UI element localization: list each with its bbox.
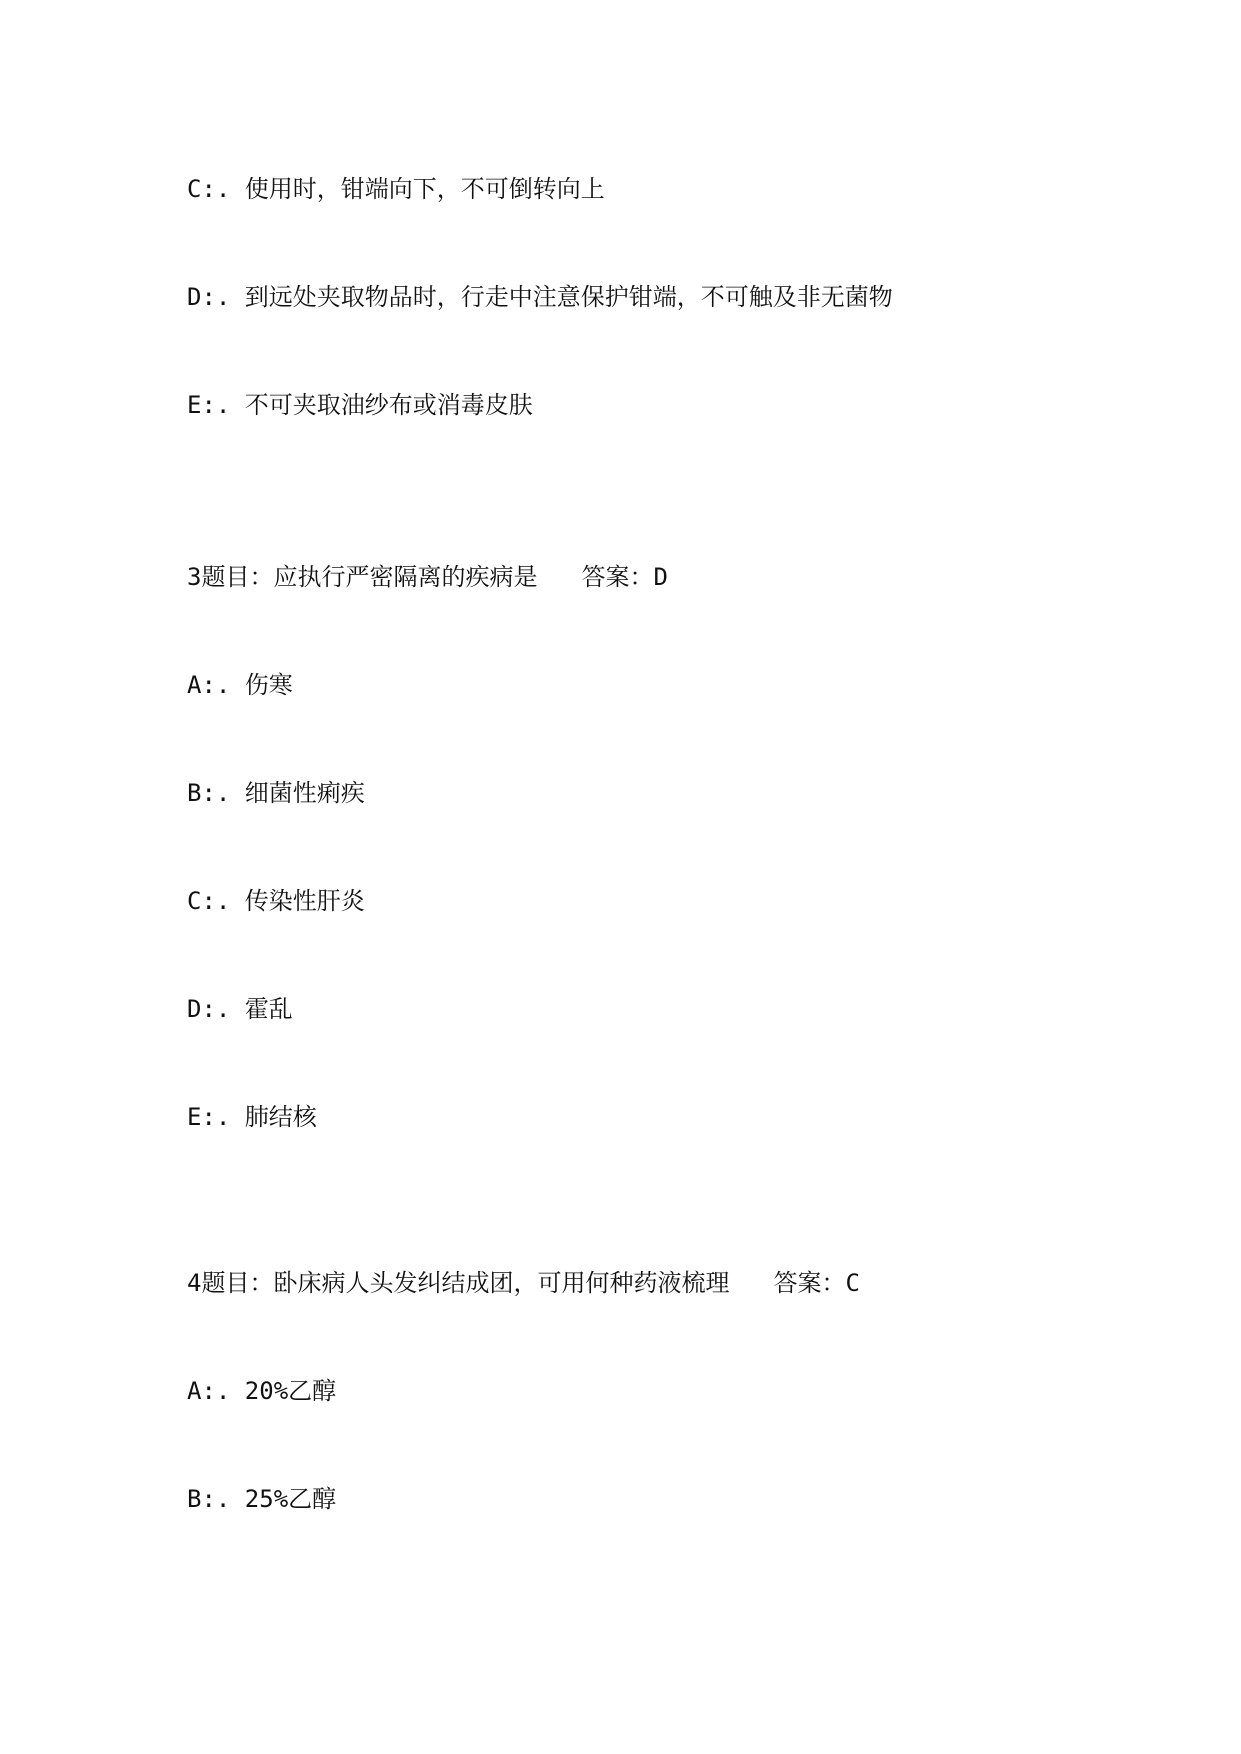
q3-question-text: 3题目：应执行严密隔离的疾病是: [187, 563, 538, 591]
q2-option-c: C:. 使用时，钳端向下，不可倒转向上: [187, 175, 605, 203]
q3-question-row: [187, 562, 668, 592]
q3-option-c: C:. 传染性肝炎: [187, 887, 365, 915]
q2-option-e: E:. 不可夹取油纱布或消毒皮肤: [187, 391, 533, 419]
q3-answer: 答案：D: [581, 563, 668, 591]
q4-option-b: B:. 25%乙醇: [187, 1485, 337, 1513]
q4-answer: 答案：C: [773, 1269, 860, 1297]
q3-option-a: A:. 伤寒: [187, 671, 293, 699]
q3-option-e: E:. 肺结核: [187, 1103, 317, 1131]
q2-option-d: D:. 到远处夹取物品时，行走中注意保护钳端，不可触及非无菌物: [187, 283, 893, 311]
q3-option-b: B:. 细菌性痢疾: [187, 779, 365, 807]
q4-option-a: A:. 20%乙醇: [187, 1377, 337, 1405]
q4-question-row: [187, 1268, 860, 1298]
q3-option-d: D:. 霍乱: [187, 995, 293, 1023]
q4-question-text: 4题目：卧床病人头发纠结成团，可用何种药液梳理: [187, 1269, 730, 1297]
